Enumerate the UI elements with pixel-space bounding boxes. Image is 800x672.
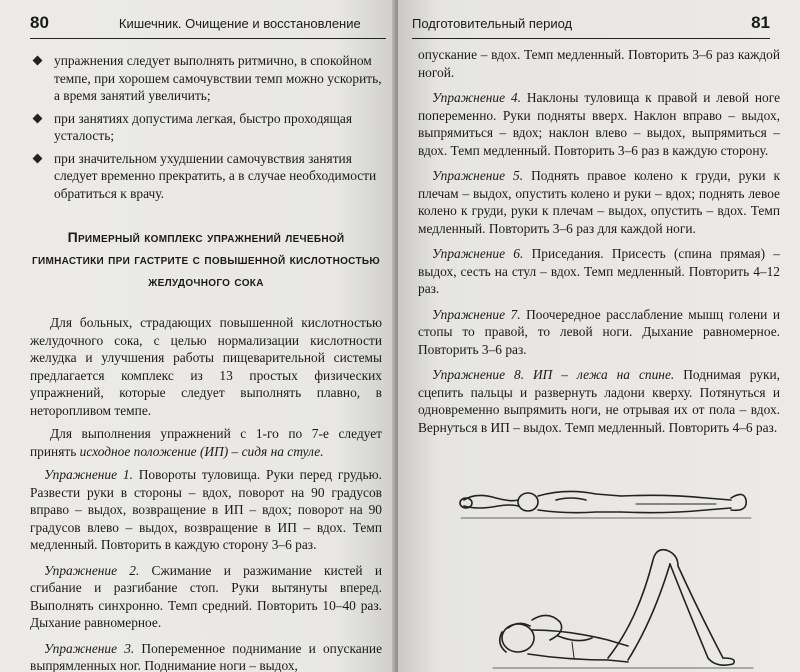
right-running-head-title: Подготовительный период [412,15,573,31]
exercise-paragraph [418,89,780,159]
exercise-label: Упражнение 3. [44,640,135,656]
exercise-paragraph [418,245,780,298]
bullet-text: при значительном ухудшении самочувствия занятия следует временно прекратить, а в случае необходимости обратиться к врачу. [54,150,377,201]
diamond-bullet-icon [33,153,43,163]
exercise-text: Поднимая руки, сцепить пальцы и развернуть ладони кверху. Потянуться и одновременно выпрямить ноги, не отрывая их от пола – вдох. Вернуться в ИП – выдох. Темп медленный. Повторить 4–6 раз. [418,367,780,435]
knees-bent-lying-figure-illustration [488,540,758,672]
exercise-label: Упражнение 1. [44,467,133,482]
starting-position-italic: исходное положение (ИП) – сидя на стуле. [79,443,324,459]
paragraph-text: Для выполнения упражнений с 1-го по 7-е следует принять [30,426,382,459]
exercise-text: Наклоны туловища к правой и левой ноге попеременно. Руки подняты вверх. Наклон вправо – выдох, выпрямиться – вдох; наклон влево – выдох, выпрямиться – вдох. Темп медленный. Повторить 3–6 раз в каждую сторону. [418,90,781,158]
exercise-paragraph [418,366,780,436]
stretched-lying-figure-illustration [456,470,756,530]
exercise-text: Приседания. Присесть (спина прямая) – выдох, сесть на стул – вдох. Темп медленный. Повторить 4–12 раз. [418,246,781,296]
right-running-head [412,8,770,39]
bullet-list [30,52,382,202]
exercise-paragraph [418,167,780,237]
left-page-number: 80 [30,13,49,32]
continuation-paragraph: опускание – вдох. Темп медленный. Повторить 3–6 раз каждой ногой. [418,47,780,80]
exercise-label: Упражнение 5. [432,168,524,183]
exercise-paragraph [30,466,382,554]
left-running-head [30,8,386,39]
exercise-paragraph [418,306,780,359]
diamond-bullet-icon [33,113,43,123]
exercise-label: Упражнение 2. [44,562,140,578]
right-page [398,0,800,672]
exercise-text: Попеременное поднимание и опускание выпрямленных ног. Поднимание ноги – выдох, [30,640,383,672]
diamond-bullet-icon [33,56,43,66]
intro-paragraph: Для больных, страдающих повышенной кислотностью желудочного сока, с целью нормализации кислотности желудка и улучшения работы пищеварительной системы предлагается комплекс из 13 простых физических упражнений, которые следует выполнять плавно, в неторопливом темпе. [30,315,382,418]
exercise-paragraph [30,640,382,672]
exercise-text: Повороты туловища. Руки перед грудью. Развести руки в стороны – вдох, поворот на 90 градусов вправо – выдох, возвращение в ИП – вдох; поворот на 90 градусов влево – выдох, возвращение в ИП – вдох. Темп медленный. Повторить в каждую сторону 3–6 раз. [30,467,382,552]
list-item [30,110,382,145]
right-page-number: 81 [751,13,770,32]
exercise-label: Упражнение 8. ИП – лежа на спине. [432,367,675,382]
exercise-text: Сжимание и разжимание кистей и сгибание и разгибание стоп. Руки вытянуты вперед. Выполнять синхронно. Темп средний. Повторить 10–40 раз. Дыхание равномерное. [30,562,382,630]
left-page [0,0,396,672]
starting-position-paragraph [30,425,382,460]
right-page-content [418,46,780,444]
exercise-label: Упражнение 7. [432,306,521,322]
exercise-paragraph [30,562,382,632]
bullet-text: упражнения следует выполнять ритмично, в спокойном темпе, при хорошем самочувствии темп можно ускорить, а время занятий увеличить; [54,53,382,103]
exercise-label: Упражнение 4. [432,90,521,105]
section-title: Примерный комплекс упражнений лечебной гимнастики при гастрите с повышенной кислотностью желудочного сока [32,229,380,289]
exercise-text: Поочередное расслабление мышц голени и стопы то правой, то левой ноги. Дыхание равномерное. Повторить 3–6 раз. [418,306,781,357]
bullet-text: при занятиях допустима легкая, быстро проходящая усталость; [54,110,352,143]
left-page-content [30,52,382,672]
list-item [30,52,382,105]
left-running-head-title: Кишечник. Очищение и восстановление [118,15,361,31]
exercise-text: Поднять правое колено к груди, руки к плечам – выдох, опустить колено и руки – вдох; поднять левое колено к груди, руки к плечам – выдох, опустить – вдох. Темп медленный. Повторить 3–6 раз для каждой ноги. [418,168,781,236]
exercise-label: Упражнение 6. [432,246,524,261]
list-item [30,150,382,203]
